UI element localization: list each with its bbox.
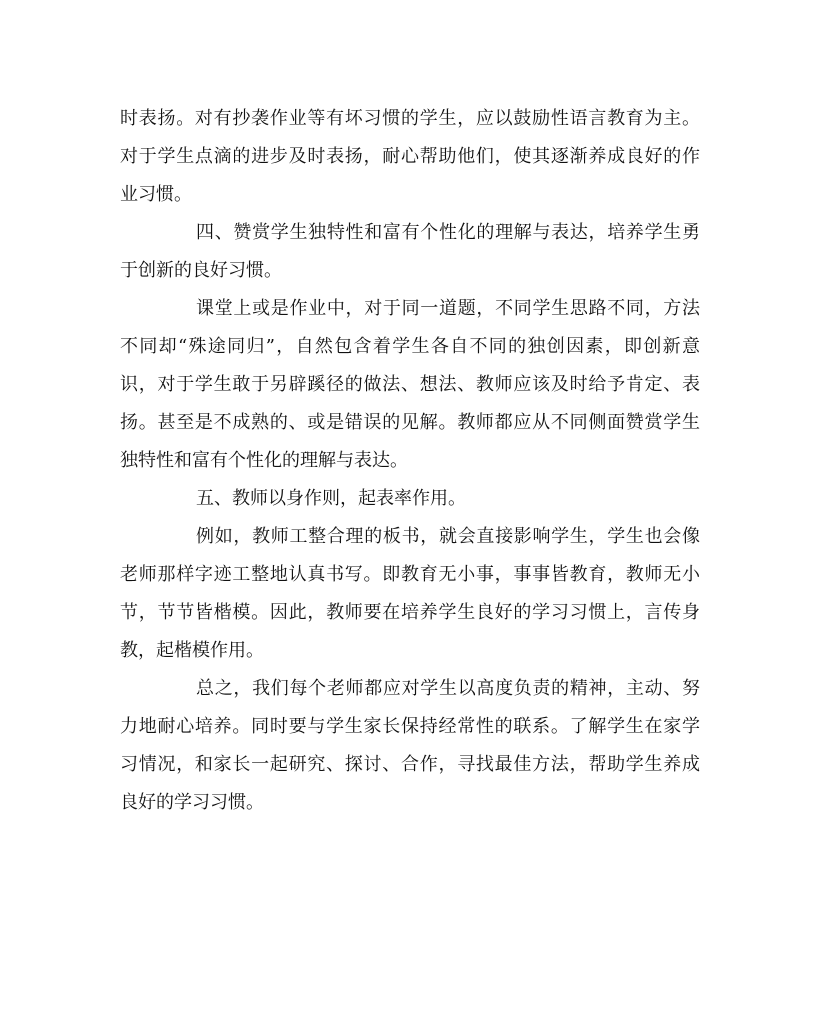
text-line: 力地耐心培养。同时要与学生家长保持经常性的联系。了解学生在家学	[120, 716, 700, 737]
text-line: 例如，教师工整合理的板书，就会直接影响学生，学生也会像	[196, 526, 700, 547]
document-body	[120, 100, 700, 822]
text-line: 习情况，和家长一起研究、探讨、合作，寻找最佳方法，帮助学生养成	[120, 754, 700, 775]
text-line: 不同却“殊途同归”，自然包含着学生各自不同的独创因素，即创新意	[120, 336, 700, 357]
text-line: 业习惯。	[120, 184, 192, 205]
text-line: 独特性和富有个性化的理解与表达。	[120, 450, 408, 471]
paragraph-classroom	[120, 290, 700, 480]
text-line: 对于学生点滴的进步及时表扬，耐心帮助他们，使其逐渐养成良好的作	[120, 146, 700, 167]
text-line: 五、教师以身作则，起表率作用。	[196, 488, 466, 509]
text-line: 总之，我们每个老师都应对学生以高度负责的精神，主动、努	[196, 678, 700, 699]
text-line: 时表扬。对有抄袭作业等有坏习惯的学生，应以鼓励性语言教育为主。	[120, 108, 700, 129]
text-line: 老师那样字迹工整地认真书写。即教育无小事，事事皆教育，教师无小	[120, 564, 700, 585]
paragraph-heading-five	[120, 480, 700, 518]
text-line: 课堂上或是作业中，对于同一道题，不同学生思路不同，方法	[196, 298, 700, 319]
text-line: 四、赞赏学生独特性和富有个性化的理解与表达，培养学生勇	[196, 222, 700, 243]
paragraph-continuation	[120, 100, 700, 214]
text-line: 节，节节皆楷模。因此，教师要在培养学生良好的学习习惯上，言传身	[120, 602, 700, 623]
text-line: 教，起楷模作用。	[120, 640, 264, 661]
paragraph-example	[120, 518, 700, 670]
paragraph-heading-four	[120, 214, 700, 290]
text-line: 识，对于学生敢于另辟蹊径的做法、想法、教师应该及时给予肯定、表	[120, 374, 700, 395]
paragraph-summary	[120, 670, 700, 822]
text-line: 扬。甚至是不成熟的、或是错误的见解。教师都应从不同侧面赞赏学生	[120, 412, 700, 433]
text-line: 良好的学习习惯。	[120, 792, 264, 813]
text-line: 于创新的良好习惯。	[120, 260, 282, 281]
